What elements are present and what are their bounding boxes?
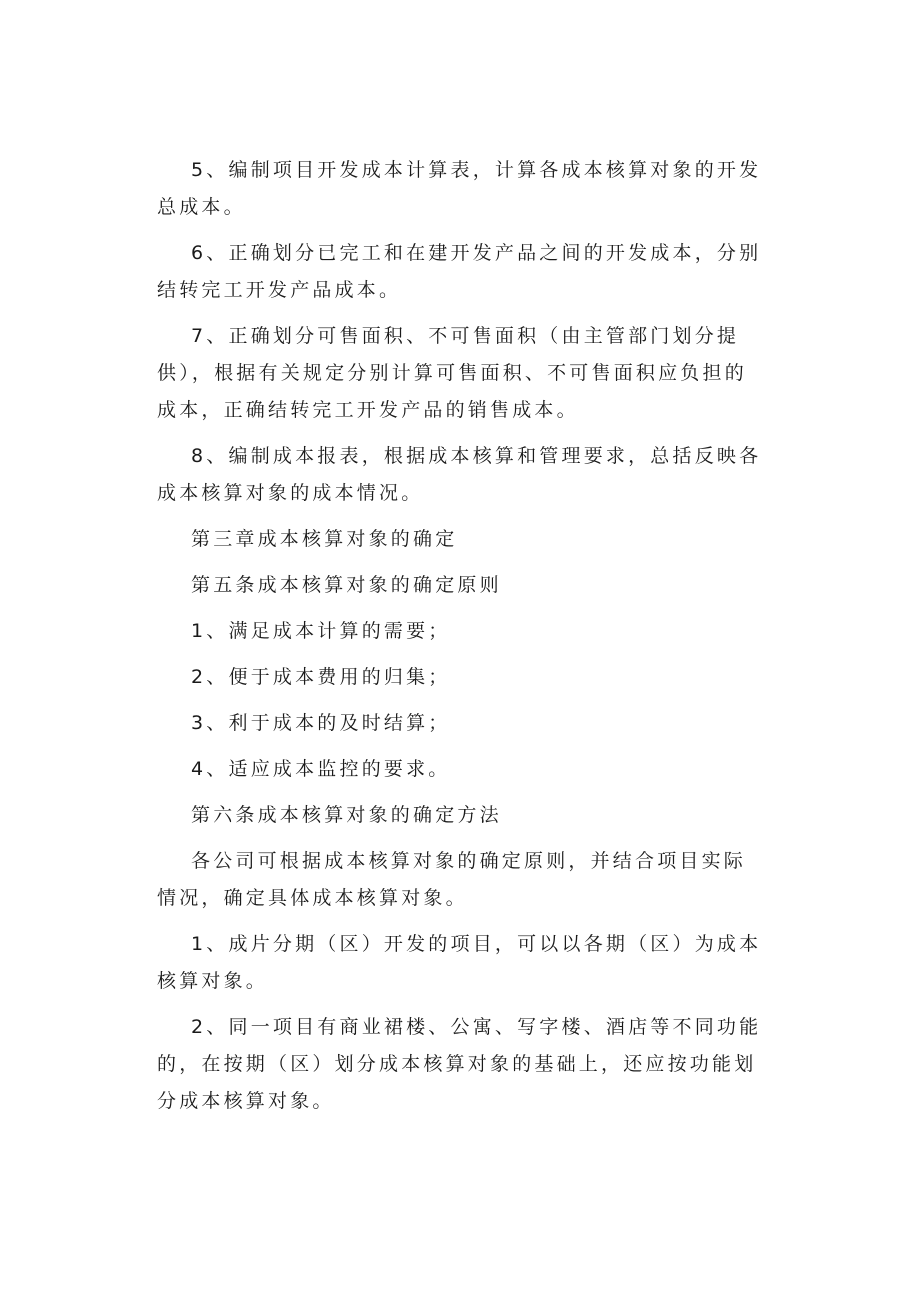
article-5-heading: 第五条成本核算对象的确定原则 (191, 574, 502, 596)
document-body (157, 152, 762, 1120)
chapter-heading: 第三章成本核算对象的确定 (191, 528, 458, 550)
paragraph-item-5: 5、编制项目开发成本计算表，计算各成本核算对象的开发总成本。 (157, 159, 762, 218)
principle-item-1: 1、满足成本计算的需要； (191, 620, 451, 642)
principle-item-4: 4、适应成本监控的要求。 (191, 758, 451, 780)
principle-item-3: 3、利于成本的及时结算； (191, 712, 451, 734)
principle-item-2: 2、便于成本费用的归集； (191, 666, 451, 688)
method-intro: 各公司可根据成本核算对象的确定原则，并结合项目实际情况，确定具体成本核算对象。 (157, 850, 747, 909)
article-6-heading: 第六条成本核算对象的确定方法 (191, 804, 502, 826)
method-item-2: 2、同一项目有商业裙楼、公寓、写字楼、酒店等不同功能的，在按期（区）划分成本核算对象的基础上，还应按功能划分成本核算对象。 (157, 1016, 762, 1112)
paragraph-item-8: 8、编制成本报表，根据成本核算和管理要求，总括反映各成本核算对象的成本情况。 (157, 445, 762, 504)
method-item-1: 1、成片分期（区）开发的项目，可以以各期（区）为成本核算对象。 (157, 933, 762, 992)
paragraph-item-7: 7、正确划分可售面积、不可售面积（由主管部门划分提供），根据有关规定分别计算可售面积、不可售面积应负担的成本，正确结转完工开发产品的销售成本。 (157, 325, 747, 421)
paragraph-item-6: 6、正确划分已完工和在建开发产品之间的开发成本，分别结转完工开发产品成本。 (157, 242, 762, 301)
